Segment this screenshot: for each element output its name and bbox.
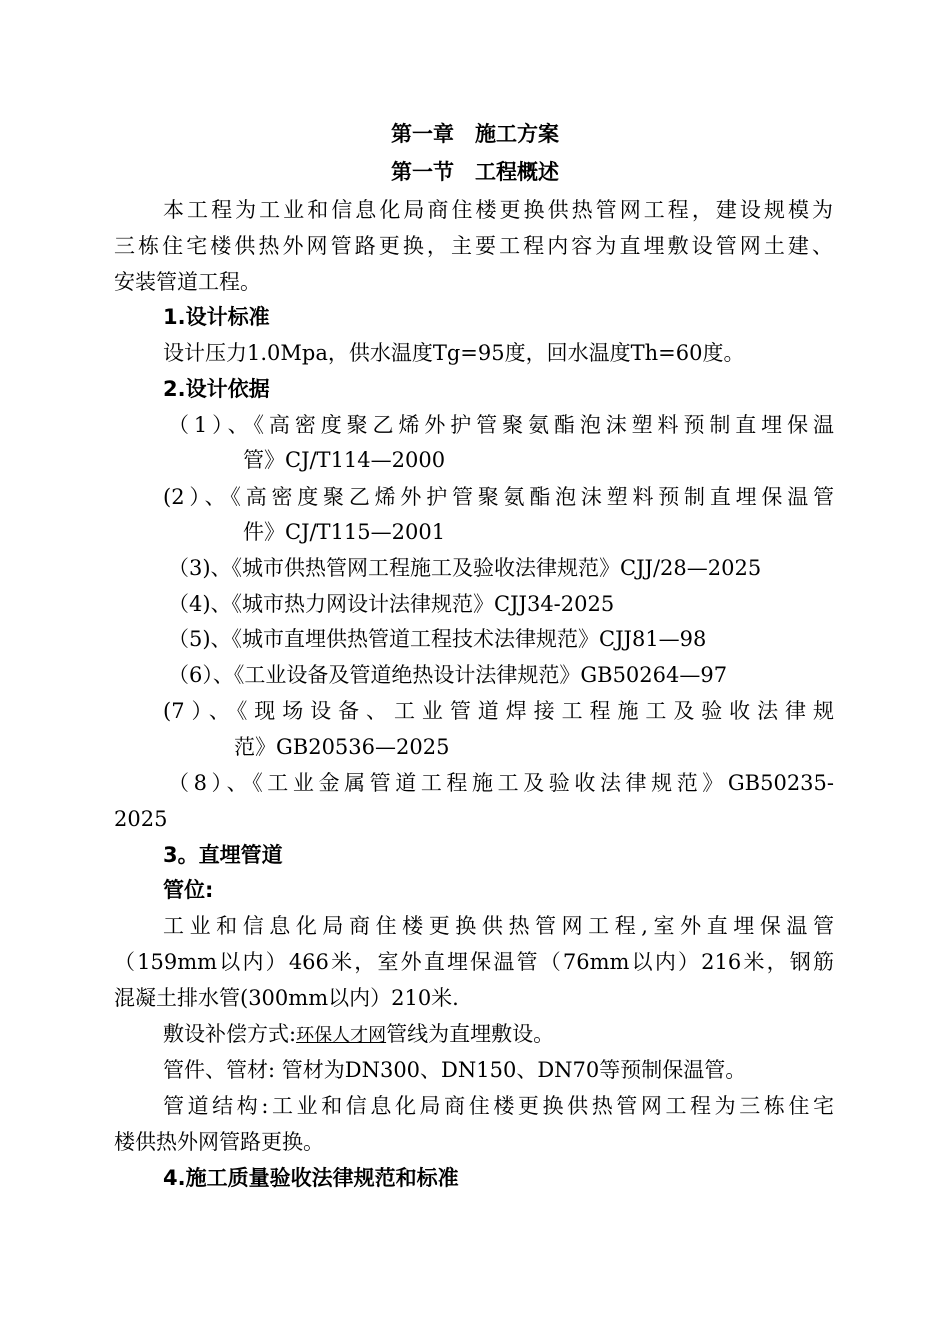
structure-line-1: 管道结构:工业和信息化局商住楼更换供热管网工程为三栋住宅 xyxy=(163,1094,834,1118)
section-title: 第一节 工程概述 xyxy=(391,160,559,184)
pipe-position-label: 管位: xyxy=(163,878,214,902)
laying-method xyxy=(163,1020,554,1050)
pipe-position-line-1: 工业和信息化局商住楼更换供热管网工程,室外直埋保温管 xyxy=(163,914,834,938)
intro-line-1: 本工程为工业和信息化局商住楼更换供热管网工程，建设规模为 xyxy=(163,198,833,222)
laying-prefix: 敷设补偿方式: xyxy=(163,1022,297,1046)
basis-item-2: (2）、《高密度聚乙烯外护管聚氨酯泡沫塑料预制直埋保温管 xyxy=(163,485,834,509)
basis-item-5: （5)、《城市直埋供热管道工程技术法律规范》CJJ81—98 xyxy=(168,627,707,651)
quality-heading: 4.施工质量验收法律规范和标准 xyxy=(163,1166,459,1190)
laying-suffix: 管线为直埋敷设。 xyxy=(386,1022,555,1046)
basis-item-3: （3)、《城市供热管网工程施工及验收法律规范》CJJ/28—2025 xyxy=(168,556,762,580)
basis-item-2-cont: 件》CJ/T115—2001 xyxy=(243,520,446,544)
basis-item-8-cont: 2025 xyxy=(114,807,168,831)
direct-buried-heading: 3。直埋管道 xyxy=(163,843,283,867)
basis-item-7-cont: 范》GB20536—2025 xyxy=(234,735,450,759)
talent-network-link[interactable]: 环保人才网 xyxy=(296,1025,387,1046)
chapter-title: 第一章 施工方案 xyxy=(391,122,559,146)
pipe-position-line-3: 混凝土排水管(300mm以内）210米. xyxy=(114,986,459,1010)
basis-item-1: （1）、《高密度聚乙烯外护管聚氨酯泡沫塑料预制直埋保温 xyxy=(168,413,834,437)
intro-line-2: 三栋住宅楼供热外网管路更换，主要工程内容为直埋敷设管网土建、 xyxy=(114,234,833,258)
fittings-text: 管件、管材: 管材为DN300、DN150、DN70等预制保温管。 xyxy=(163,1058,747,1082)
design-standard-heading: 1.设计标准 xyxy=(163,305,270,329)
intro-line-3: 安装管道工程。 xyxy=(114,270,261,294)
pipe-position-line-2: （159mm以内）466米，室外直埋保温管（76mm以内）216米，钢筋 xyxy=(114,950,834,974)
basis-item-4: （4)、《城市热力网设计法律规范》CJJ34-2025 xyxy=(168,592,615,616)
basis-item-1-cont: 管》CJ/T114—2000 xyxy=(243,448,446,472)
basis-item-7: (7）、《现场设备、工业管道焊接工程施工及验收法律规 xyxy=(163,699,834,723)
basis-item-8: （8）、《工业金属管道工程施工及验收法律规范》GB50235- xyxy=(168,771,834,795)
design-basis-heading: 2.设计依据 xyxy=(163,377,270,401)
basis-item-6: （6）、《工业设备及管道绝热设计法律规范》GB50264—97 xyxy=(168,663,728,687)
structure-line-2: 楼供热外网管路更换。 xyxy=(114,1130,324,1154)
design-standard-text: 设计压力1.0Mpa，供水温度Tg=95度，回水温度Th=60度。 xyxy=(163,341,745,365)
